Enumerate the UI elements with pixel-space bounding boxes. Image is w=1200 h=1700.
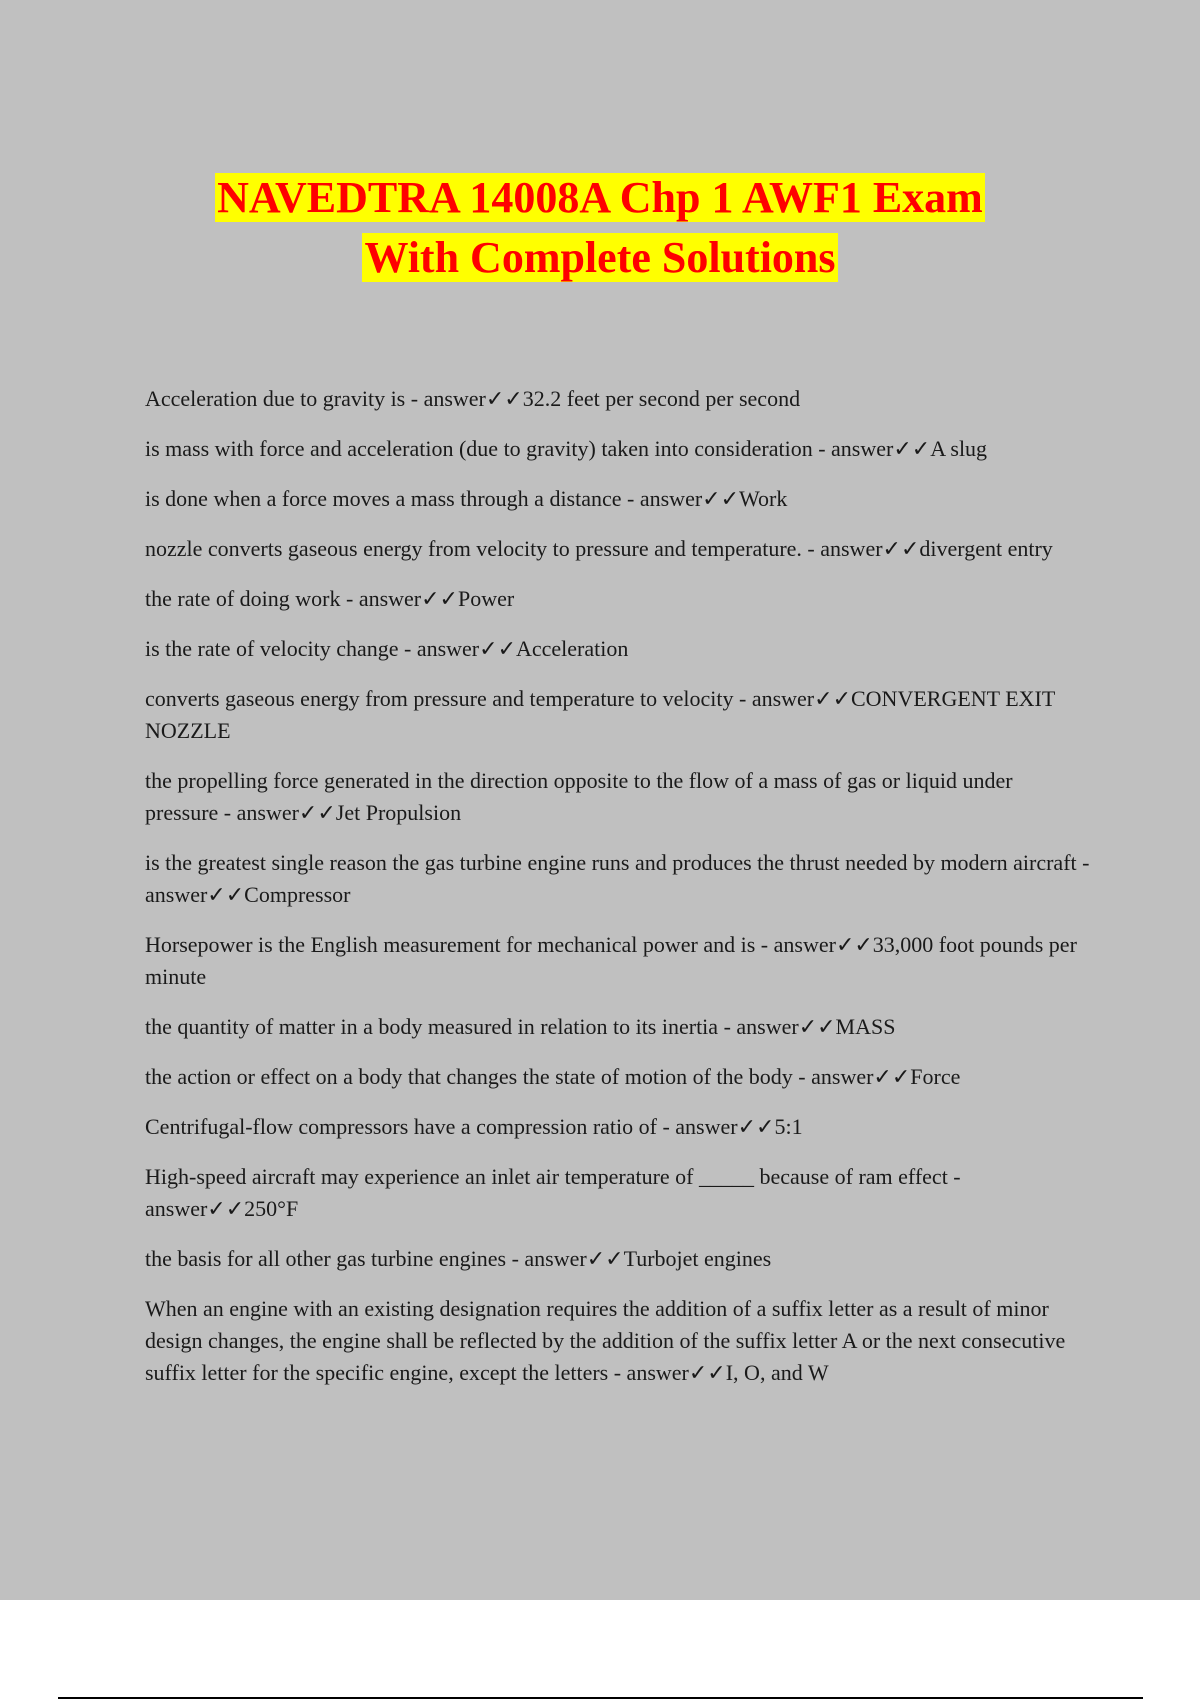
qa-item: is the rate of velocity change - answer✓✓Acceleration (145, 636, 629, 661)
qa-item: is the greatest single reason the gas turbine engine runs and produces the thrust needed by modern aircraft - answer✓✓Compressor (145, 850, 1090, 907)
question-answer-list (145, 383, 1090, 1407)
qa-item: nozzle converts gaseous energy from velocity to pressure and temperature. - answer✓✓divergent entry (145, 536, 1053, 561)
title-line-2: With Complete Solutions (364, 233, 836, 282)
qa-item: converts gaseous energy from pressure and temperature to velocity - answer✓✓CONVERGENT EXIT NOZZLE (145, 686, 1055, 743)
qa-item: When an engine with an existing designation requires the addition of a suffix letter as a result of minor design changes, the engine shall be reflected by the addition of the suffix letter A or the next consecutive suffix letter for the specific engine, except the letters - answer✓✓I, O, and W (145, 1296, 1066, 1385)
title-line-1: NAVEDTRA 14008A Chp 1 AWF1 Exam (217, 173, 983, 222)
qa-item: the rate of doing work - answer✓✓Power (145, 586, 515, 611)
qa-item: is mass with force and acceleration (due to gravity) taken into consideration - answer✓✓A slug (145, 436, 988, 461)
qa-item: is done when a force moves a mass through a distance - answer✓✓Work (145, 486, 788, 511)
qa-item: the action or effect on a body that changes the state of motion of the body - answer✓✓Force (145, 1064, 961, 1089)
page-bottom-margin (0, 1600, 1200, 1700)
qa-item: Centrifugal-flow compressors have a compression ratio of - answer✓✓5:1 (145, 1114, 803, 1139)
footer-divider (58, 1697, 1143, 1699)
qa-item: the basis for all other gas turbine engines - answer✓✓Turbojet engines (145, 1246, 772, 1271)
qa-item: Acceleration due to gravity is - answer✓✓32.2 feet per second per second (145, 386, 801, 411)
qa-item: Horsepower is the English measurement for mechanical power and is - answer✓✓33,000 foot pounds per minute (145, 932, 1077, 989)
qa-item: High-speed aircraft may experience an inlet air temperature of _____ because of ram effect - answer✓✓250°F (145, 1164, 961, 1221)
qa-item: the quantity of matter in a body measured in relation to its inertia - answer✓✓MASS (145, 1014, 896, 1039)
qa-item: the propelling force generated in the direction opposite to the flow of a mass of gas or liquid under pressure - answer✓✓Jet Propulsion (145, 768, 1013, 825)
document-title (0, 168, 1200, 288)
